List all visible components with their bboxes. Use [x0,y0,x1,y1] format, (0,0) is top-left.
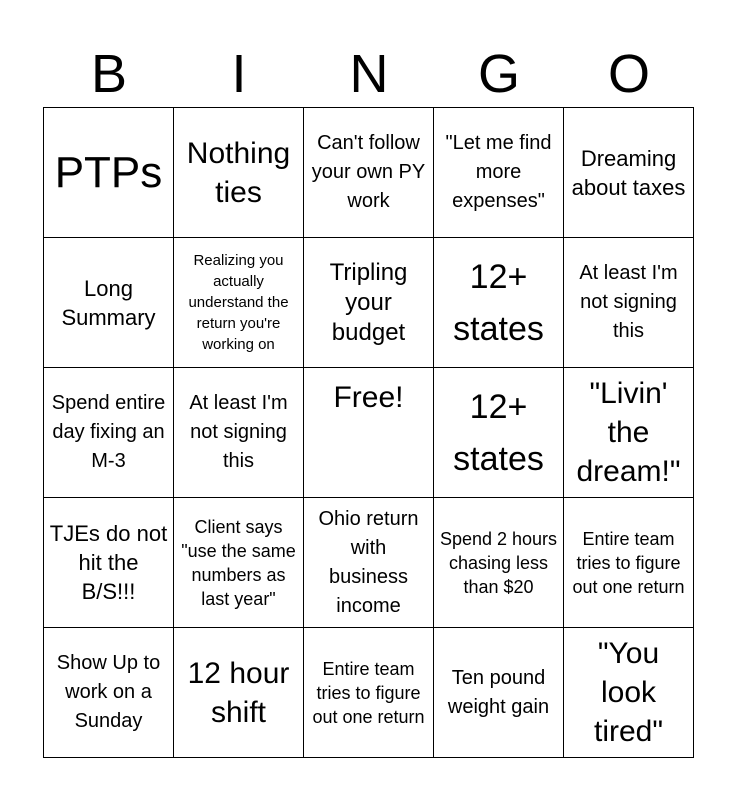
bingo-header [44,40,694,108]
bingo-cell[interactable] [44,368,174,498]
cell-text: Dreaming about taxes [571,145,686,200]
bingo-cell[interactable] [174,108,304,238]
bingo-cell[interactable] [304,108,434,238]
cell-text: Show Up to work on a Sunday [56,652,161,732]
cell-text: Spend entire day fixing an M-3 [51,392,166,472]
cell-text: Free! [333,381,404,414]
cell-text: "Livin' the dream!" [576,377,681,488]
cell-text: Ten pound weight gain [447,666,550,718]
bingo-cell[interactable] [564,108,694,238]
header-letter-b: B [90,44,128,104]
bingo-cell[interactable] [44,108,174,238]
bingo-cell[interactable] [304,238,434,368]
bingo-cell[interactable] [174,238,304,368]
cell-text: Tripling your budget [329,258,408,346]
cell-text: Spend 2 hours chasing less than $20 [439,528,558,597]
header-letter-n: N [349,44,389,104]
bingo-cell[interactable] [174,368,304,498]
bingo-cell[interactable] [304,628,434,758]
header-letter-i: I [231,44,247,104]
bingo-cell[interactable] [434,628,564,758]
cell-text: PTPs [54,147,163,197]
bingo-cell[interactable] [304,498,434,628]
bingo-cell[interactable] [434,368,564,498]
cell-text: "You look tired" [593,637,663,748]
cell-text: At least I'm not signing this [189,392,288,472]
cell-text: Ohio return with business income [318,507,419,617]
bingo-cell[interactable] [434,108,564,238]
cell-text: Can't follow your own PY work [311,132,426,212]
bingo-cell[interactable] [564,238,694,368]
bingo-cell[interactable] [44,238,174,368]
cell-text: Nothing ties [186,136,291,209]
bingo-cell[interactable] [174,628,304,758]
bingo-cell[interactable] [564,628,694,758]
bingo-cell[interactable] [44,628,174,758]
bingo-cell[interactable] [434,238,564,368]
free-space[interactable] [304,368,434,498]
cell-text: Realizing you actually understand the return you're working on [188,252,289,353]
cell-text: At least I'm not signing this [579,262,678,342]
bingo-cell[interactable] [44,498,174,628]
cell-text: Entire team tries to figure out one return [312,658,425,727]
cell-text: 12+ states [453,257,544,348]
cell-text: "Let me find more expenses" [445,132,552,212]
cell-text: TJEs do not hit the B/S!!! [49,521,168,604]
cell-text: 12 hour shift [187,656,290,729]
cell-text: Client says "use the same numbers as last year" [181,516,296,609]
bingo-card [43,107,694,758]
bingo-cell[interactable] [564,498,694,628]
header-letter-o: O [607,44,650,104]
header-letter-g: G [477,44,520,104]
bingo-cell[interactable] [434,498,564,628]
cell-text: Long Summary [61,275,156,330]
bingo-cell[interactable] [174,498,304,628]
bingo-cell[interactable] [564,368,694,498]
cell-text: Entire team tries to figure out one return [572,528,685,597]
cell-text: 12+ states [453,387,544,478]
